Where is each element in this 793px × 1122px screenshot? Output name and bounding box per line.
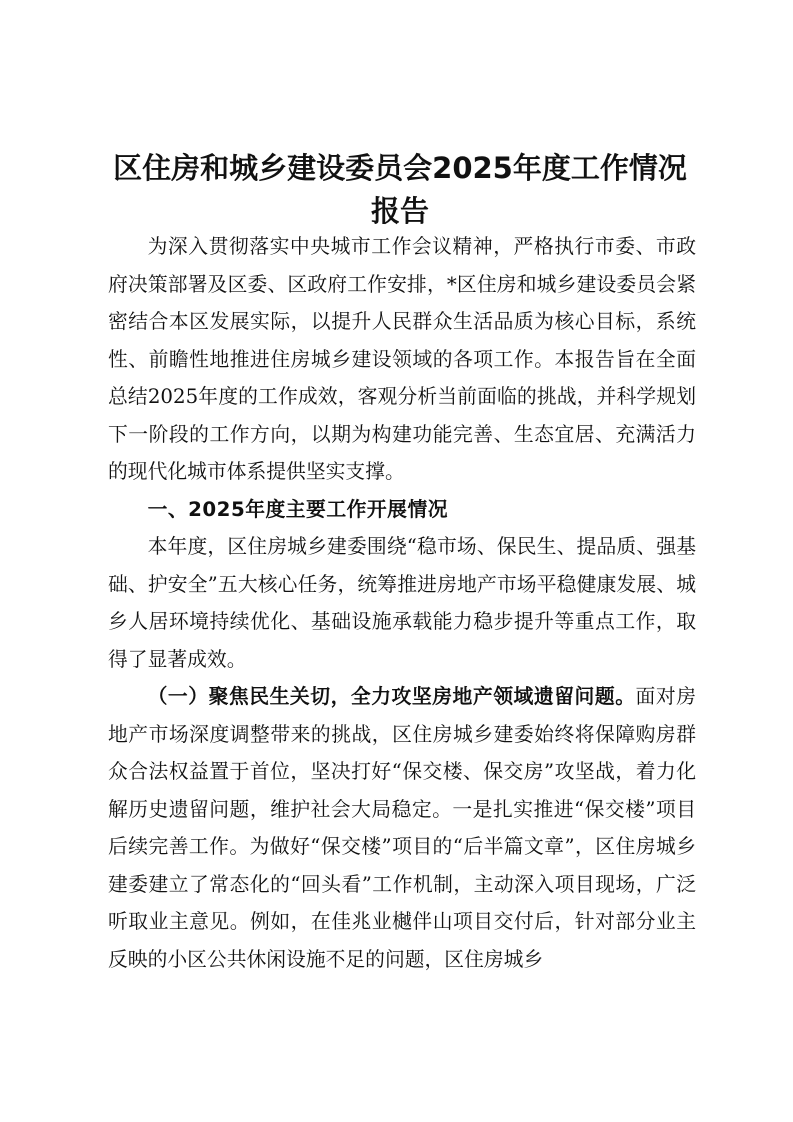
subsection-1-heading: （一）聚焦民生关切，全力攻坚房地产领域遗留问题。 <box>147 684 636 708</box>
intro-paragraph: 为深入贯彻落实中央城市工作会议精神，严格执行市委、市政府决策部署及区委、区政府工作安排，*区住房和城乡建设委员会紧密结合本区发展实际，以提升人民群众生活品质为核心目标，系统性、前瞻性地推进住房城乡建设领域的各项工作。本报告旨在全面总结2025年度的工作成效，客观分析当前面临的挑战，并科学规划下一阶段的工作方向，以期为构建功能完善、生态宜居、充满活力的现代化城市体系提供坚实支撑。 <box>108 235 696 483</box>
document-title-line-1: 区住房和城乡建设委员会2025年度工作情况 <box>113 151 687 185</box>
document-title-line-2: 报告 <box>370 194 429 228</box>
subsection-1-text: 面对房地产市场深度调整带来的挑战，区住房城乡建委始终将保障购房群众合法权益置于首位，坚决打好“保交楼、保交房”攻坚战，着力化解历史遗留问题，维护社会大局稳定。一是扎实推进“保交楼”项目后续完善工作。为做好“保交楼”项目的“后半篇文章”，区住房城乡建委建立了常态化的“回头看”工作机制，主动深入项目现场，广泛听取业主意见。例如，在佳兆业樾伴山项目交付后，针对部分业主反映的小区公共休闲设施不足的问题，区住房城乡 <box>108 685 696 971</box>
section-1-paragraph: 本年度，区住房城乡建委围绕“稳市场、保民生、提品质、强基础、护安全”五大核心任务，统筹推进房地产市场平稳健康发展、城乡人居环境持续优化、基础设施承载能力稳步提升等重点工作，取得了显著成效。 <box>108 535 696 671</box>
section-1-heading: 一、2025年度主要工作开展情况 <box>147 497 449 521</box>
document-body <box>108 228 696 978</box>
subsection-1-paragraph <box>108 678 696 978</box>
